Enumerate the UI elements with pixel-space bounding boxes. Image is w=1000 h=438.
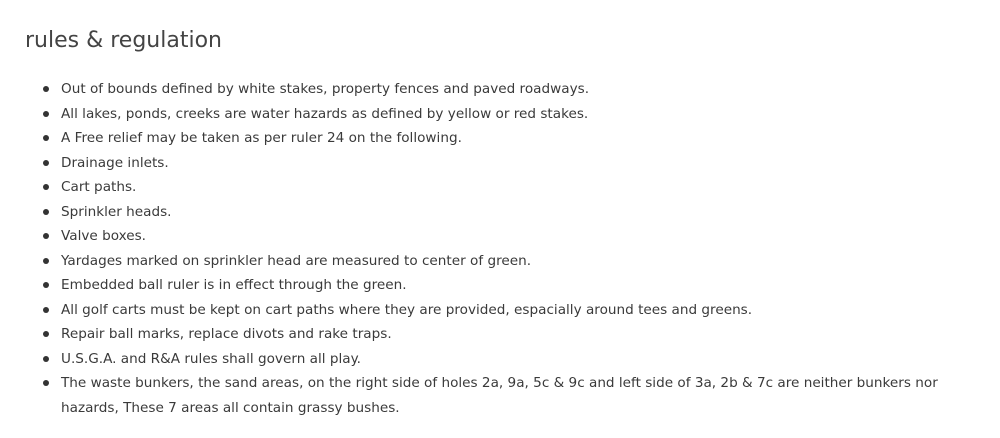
rule-item xyxy=(25,298,981,323)
bullet-icon xyxy=(43,307,49,313)
rule-text: Sprinkler heads. xyxy=(61,203,172,220)
rule-item xyxy=(25,249,981,274)
rule-item xyxy=(25,102,981,127)
bullet-icon xyxy=(43,356,49,362)
rule-text: Repair ball marks, replace divots and rake traps. xyxy=(61,326,392,342)
bullet-icon xyxy=(43,380,49,386)
rule-item xyxy=(25,371,981,420)
rule-text: Embedded ball ruler is in effect through the green. xyxy=(61,277,407,293)
bullet-icon xyxy=(43,160,49,166)
section-title: rules & regulation xyxy=(25,28,222,53)
rule-item xyxy=(25,151,981,176)
rule-item xyxy=(25,347,981,372)
rule-text: All lakes, ponds, creeks are water hazards as defined by yellow or red stakes. xyxy=(61,105,589,122)
bullet-icon xyxy=(43,86,49,92)
rule-item xyxy=(25,273,981,298)
rule-text: U.S.G.A. and R&A rules shall govern all play. xyxy=(61,350,361,367)
rule-text: Out of bounds defined by white stakes, property fences and paved roadways. xyxy=(61,81,590,97)
rule-text: All golf carts must be kept on cart paths where they are provided, espacially around tees and greens. xyxy=(61,301,753,318)
rule-text: Drainage inlets. xyxy=(61,154,169,171)
rule-text: A Free relief may be taken as per ruler 24 on the following. xyxy=(61,130,462,146)
rule-item xyxy=(25,175,981,200)
rules-list xyxy=(25,77,1000,420)
bullet-icon xyxy=(43,184,49,190)
bullet-icon xyxy=(43,209,49,215)
bullet-icon xyxy=(43,258,49,264)
rule-item xyxy=(25,224,981,249)
bullet-icon xyxy=(43,233,49,239)
rule-item xyxy=(25,322,981,347)
rule-item xyxy=(25,77,981,102)
bullet-icon xyxy=(43,135,49,141)
rule-text: Cart paths. xyxy=(61,179,137,195)
rule-text: Valve boxes. xyxy=(61,228,146,244)
rule-text: Yardages marked on sprinkler head are measured to center of green. xyxy=(61,252,532,269)
rule-text: The waste bunkers, the sand areas, on the right side of holes 2a, 9a, 5c & 9c and left side of 3a, 2b & 7c are neither bunkers nor hazards, These 7 areas all contain grassy bushes. xyxy=(61,375,938,416)
bullet-icon xyxy=(43,111,49,117)
bullet-icon xyxy=(43,331,49,337)
rule-item xyxy=(25,126,981,151)
rule-item xyxy=(25,200,981,225)
bullet-icon xyxy=(43,282,49,288)
